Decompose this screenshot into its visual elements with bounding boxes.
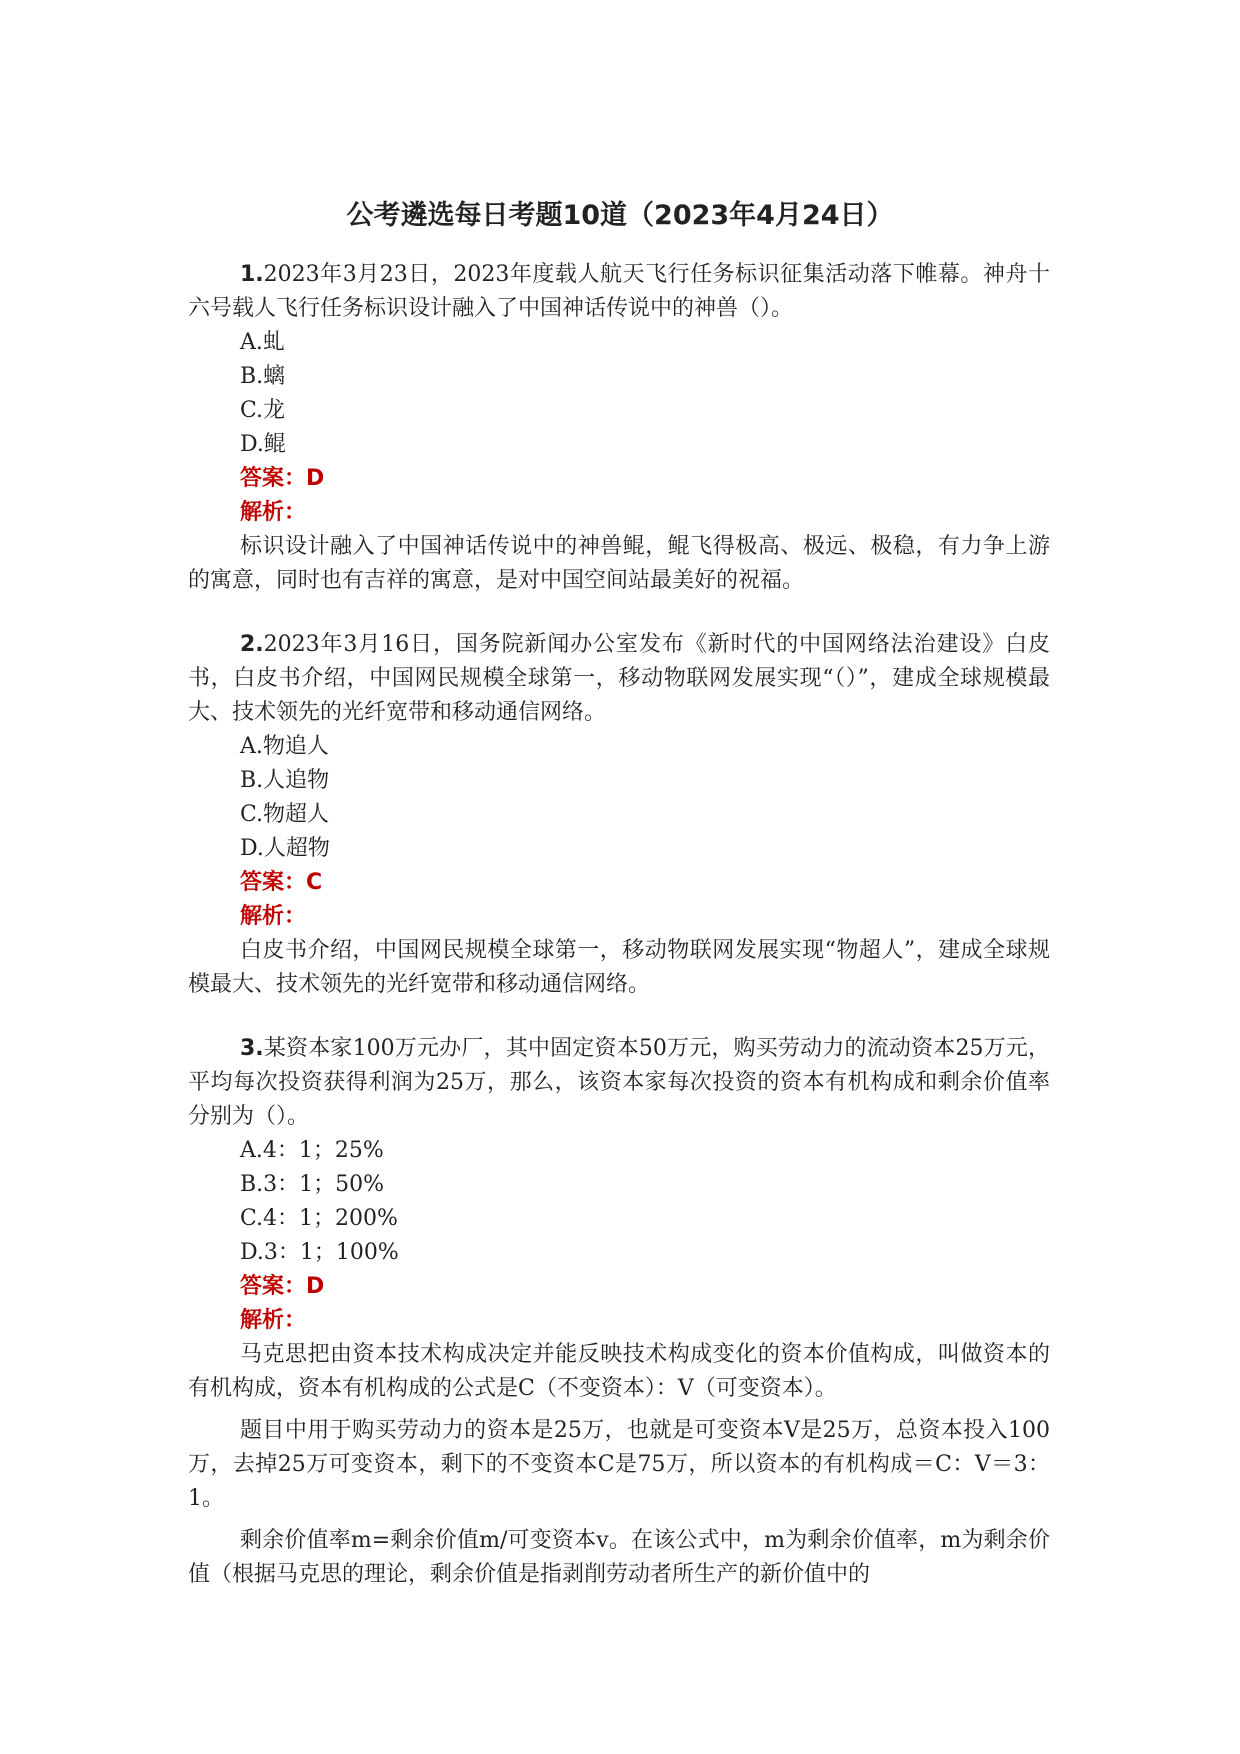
question-text: 2023年3月16日，国务院新闻办公室发布《新时代的中国网络法治建设》白皮书，白皮书介绍，中国网民规模全球第一，移动物联网发展实现“（）”，建成全球规模最大、技术领先的光纤宽带和移动通信网络。 bbox=[188, 632, 1050, 725]
question-stem bbox=[188, 1032, 1050, 1134]
option-d: D.人超物 bbox=[240, 836, 330, 861]
question-2 bbox=[188, 628, 1050, 1002]
question-text: 某资本家100万元办厂，其中固定资本50万元，购买劳动力的流动资本25万元，平均每次投资获得利润为25万，那么，该资本家每次投资的资本有机构成和剩余价值率分别为（）。 bbox=[188, 1036, 1050, 1129]
page-title: 公考遴选每日考题10道（2023年4月24日） bbox=[346, 200, 894, 231]
option-a: A.4：1；25% bbox=[240, 1138, 384, 1163]
option-c: C.4：1；200% bbox=[240, 1206, 398, 1231]
option-d: D.鲲 bbox=[240, 432, 286, 457]
option-b: B.螭 bbox=[240, 364, 286, 389]
option-a: A.物追人 bbox=[240, 734, 329, 759]
explanation-paragraph: 马克思把由资本技术构成决定并能反映技术构成变化的资本价值构成，叫做资本的有机构成，资本有机构成的公式是C（不变资本）：V（可变资本）。 bbox=[188, 1342, 1050, 1401]
answer-label: 答案：C bbox=[240, 870, 323, 895]
question-number: 1. bbox=[240, 262, 264, 287]
question-3 bbox=[188, 1032, 1050, 1592]
answer-label: 答案：D bbox=[240, 466, 325, 491]
question-number: 3. bbox=[240, 1036, 264, 1061]
question-number: 2. bbox=[240, 632, 264, 657]
explanation bbox=[188, 530, 1050, 598]
option-b: B.人追物 bbox=[240, 768, 330, 793]
option-a: A.虬 bbox=[240, 330, 285, 355]
analysis-label: 解析： bbox=[240, 1308, 307, 1333]
option-c: C.龙 bbox=[240, 398, 286, 423]
explanation-paragraph: 标识设计融入了中国神话传说中的神兽鲲，鲲飞得极高、极远、极稳，有力争上游的寓意，同时也有吉祥的寓意，是对中国空间站最美好的祝福。 bbox=[188, 534, 1050, 593]
analysis-label: 解析： bbox=[240, 904, 307, 929]
question-stem bbox=[188, 628, 1050, 730]
question-stem bbox=[188, 258, 1050, 326]
explanation bbox=[188, 1338, 1050, 1592]
option-d: D.3：1；100% bbox=[240, 1240, 399, 1265]
question-1 bbox=[188, 258, 1050, 598]
question-list bbox=[188, 258, 1050, 1622]
explanation bbox=[188, 934, 1050, 1002]
explanation-paragraph: 题目中用于购买劳动力的资本是25万，也就是可变资本V是25万，总资本投入100万，去掉25万可变资本，剩下的不变资本C是75万，所以资本的有机构成＝C：V＝3：1。 bbox=[188, 1418, 1050, 1511]
explanation-paragraph: 剩余价值率m=剩余价值m/可变资本v。在该公式中，m为剩余价值率，m为剩余价值（根据马克思的理论，剩余价值是指剥削劳动者所生产的新价值中的 bbox=[188, 1528, 1050, 1587]
explanation-paragraph: 白皮书介绍，中国网民规模全球第一，移动物联网发展实现“物超人”，建成全球规模最大、技术领先的光纤宽带和移动通信网络。 bbox=[188, 938, 1050, 997]
option-b: B.3：1；50% bbox=[240, 1172, 385, 1197]
option-c: C.物超人 bbox=[240, 802, 330, 827]
question-text: 2023年3月23日，2023年度载人航天飞行任务标识征集活动落下帷幕。神舟十六号载人飞行任务标识设计融入了中国神话传说中的神兽（）。 bbox=[188, 262, 1050, 321]
answer-label: 答案：D bbox=[240, 1274, 325, 1299]
analysis-label: 解析： bbox=[240, 500, 307, 525]
